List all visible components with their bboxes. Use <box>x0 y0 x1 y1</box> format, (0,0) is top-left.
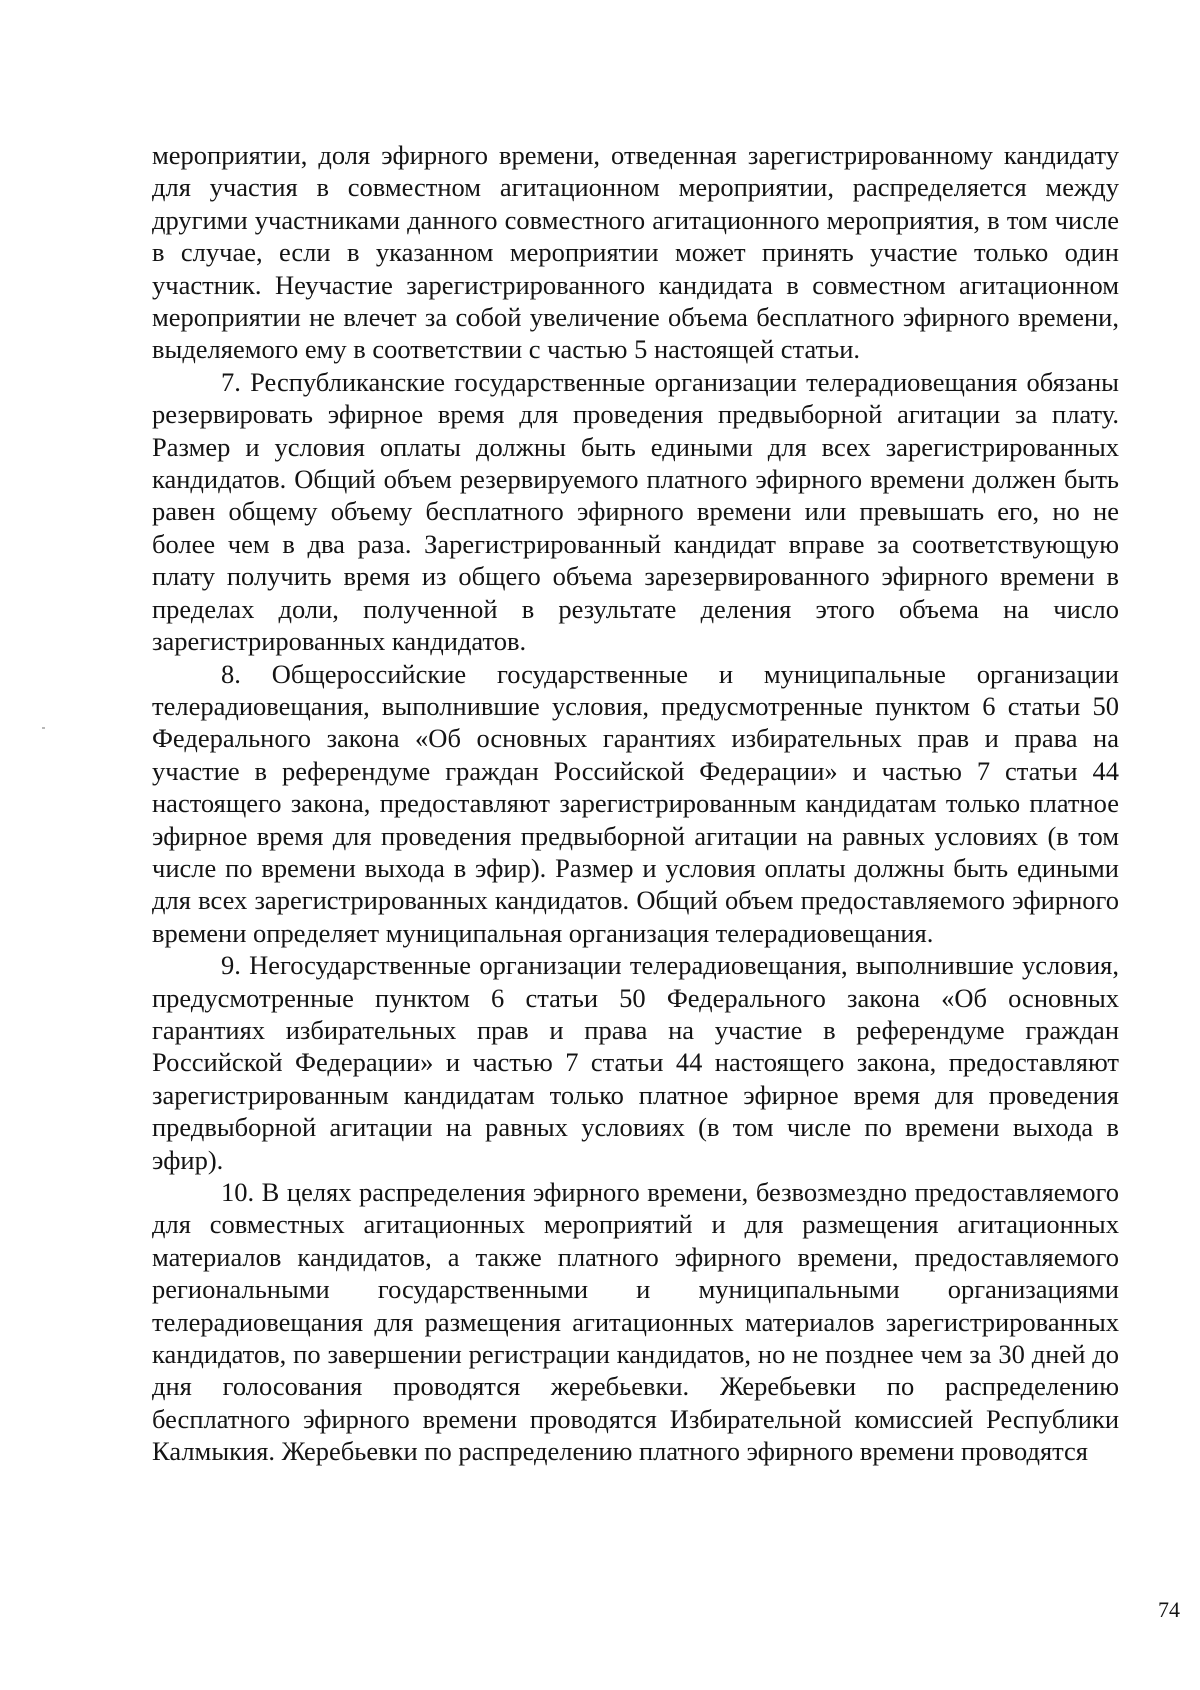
page-number: 74 <box>1158 1597 1180 1622</box>
document-body <box>152 139 1119 1468</box>
scan-artifact-mark <box>42 727 45 729</box>
paragraph-continuation: мероприятии, доля эфирного времени, отведенная зарегистрированному кандидату для участия в совместном агитационном мероприятии, распределяется между другими участниками данного совместного агитационного мероприятия, в том числе в случае, если в указанном мероприятии может принять участие только один участник. Неучастие зарегистрированного кандидата в совместном агитационном мероприятии не влечет за собой увеличение объема бесплатного эфирного времени, выделяемого ему в соответствии с частью 5 настоящей статьи. <box>152 140 1119 365</box>
paragraph-item-7: 7. Республиканские государственные организации телерадиовещания обязаны резервировать эфирное время для проведения предвыборной агитации за плату. Размер и условия оплаты должны быть едиными для всех зарегистрированных кандидатов. Общий объем резервируемого платного эфирного времени должен быть равен общему объему бесплатного эфирного времени или превышать его, но не более чем в два раза. Зарегистрированный кандидат вправе за соответствующую плату получить время из общего объема зарезервированного эфирного времени в пределах доли, полученной в результате деления этого объема на число зарегистрированных кандидатов. <box>152 366 1119 657</box>
paragraph-item-10: 10. В целях распределения эфирного времени, безвозмездно предоставляемого для совместных агитационных мероприятий и для размещения агитационных материалов кандидатов, а также платного эфирного времени, предоставляемого региональными государственными и муниципальными организациями телерадиовещания для размещения агитационных материалов зарегистрированных кандидатов, по завершении регистрации кандидатов, но не позднее чем за 30 дней до дня голосования проводятся жеребьевки. Жеребьевки по распределению бесплатного эфирного времени проводятся Избирательной комиссией Республики Калмыкия. Жеребьевки по распределению платного эфирного времени проводятся <box>152 1177 1119 1467</box>
paragraph-item-9: 9. Негосударственные организации телерадиовещания, выполнившие условия, предусмотренные пунктом 6 статьи 50 Федерального закона «Об основных гарантиях избирательных прав и права на участие в референдуме граждан Российской Федерации» и частью 7 статьи 44 настоящего закона, предоставляют зарегистрированным кандидатам только платное эфирное время для проведения предвыборной агитации на равных условиях (в том числе по времени выхода в эфир). <box>152 950 1119 1175</box>
paragraph-item-8: 8. Общероссийские государственные и муниципальные организации телерадиовещания, выполнившие условия, предусмотренные пунктом 6 статьи 50 Федерального закона «Об основных гарантиях избирательных прав и права на участие в референдуме граждан Российской Федерации» и частью 7 статьи 44 настоящего закона, предоставляют зарегистрированным кандидатам только платное эфирное время для проведения предвыборной агитации на равных условиях (в том числе по времени выхода в эфир). Размер и условия оплаты должны быть едиными для всех зарегистрированных кандидатов. Общий объем предоставляемого эфирного времени определяет муниципальная организация телерадиовещания. <box>152 658 1119 948</box>
